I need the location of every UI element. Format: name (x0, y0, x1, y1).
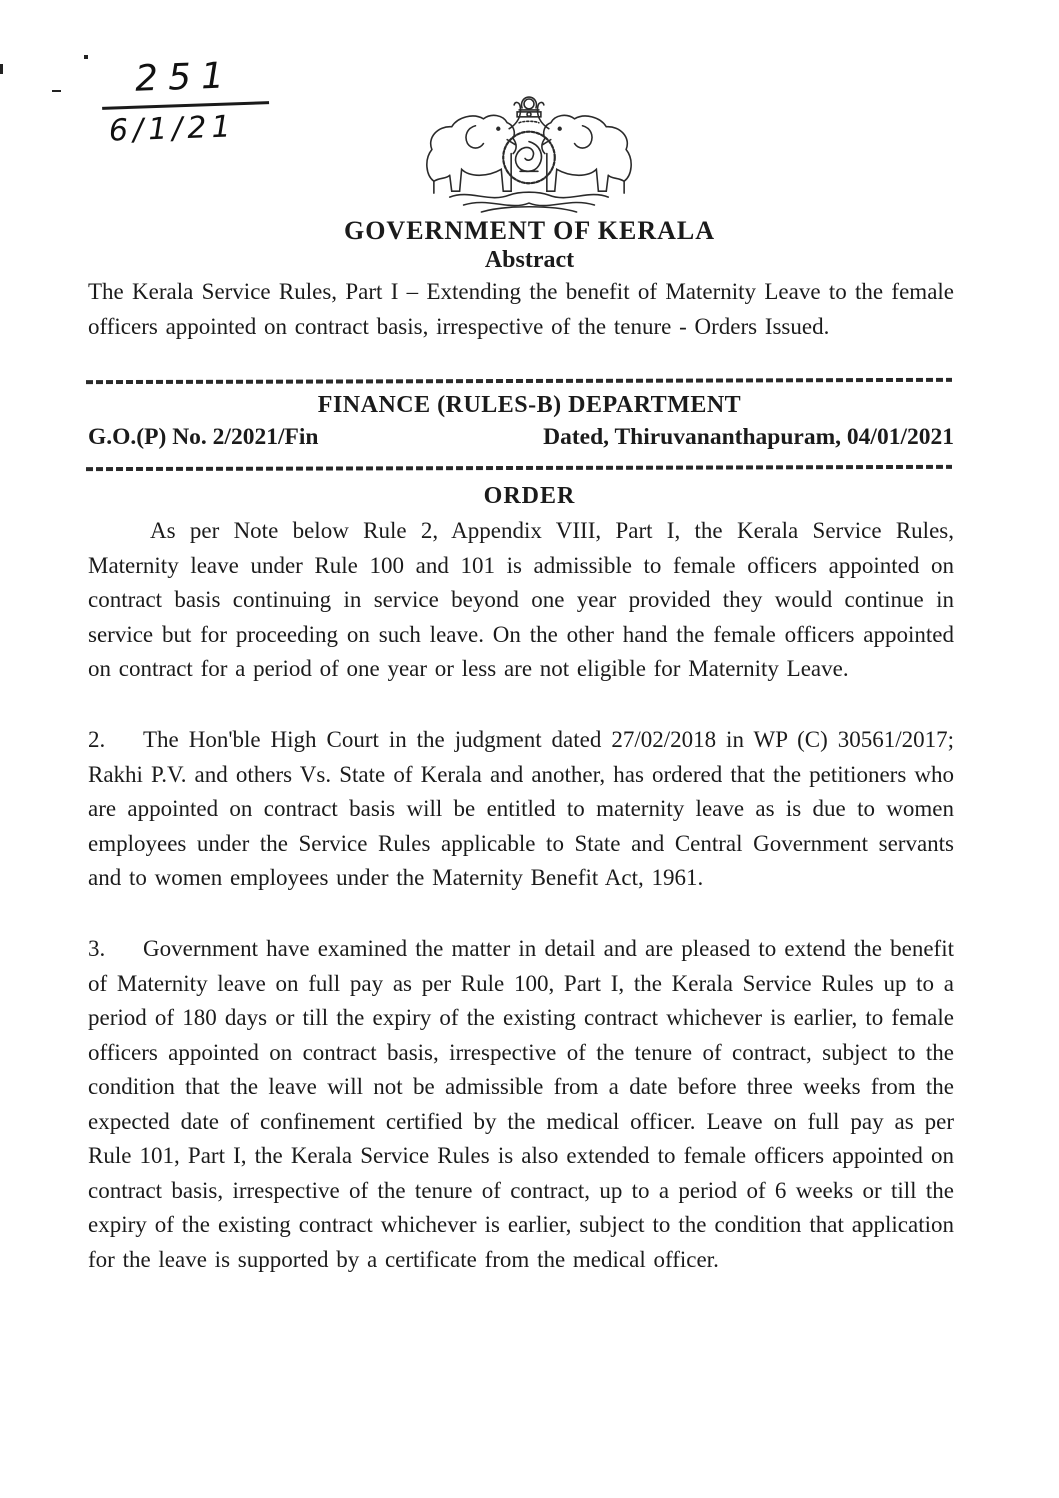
order-paragraph-1: As per Note below Rule 2, Appendix VIII, Part I, the Kerala Service Rules, Maternity leave under Rule 100 and 101 is admissible to female officers appointed on contract basis continuing in service beyond one year provided they would continue in service but for proceeding on such leave. On the other hand the female officers appointed on contract for a period of one year or less are not eligible for Maternity Leave. (88, 518, 954, 681)
page-title: GOVERNMENT OF KERALA (343, 216, 716, 245)
handwritten-number: 251 (100, 55, 268, 110)
order-heading: ORDER (483, 483, 576, 509)
dated-place: Dated, Thiruvananthapuram, 04/01/2021 (543, 424, 954, 450)
elephant-icon (537, 102, 631, 193)
scan-speck (0, 64, 3, 74)
foliage-base-icon (450, 192, 609, 212)
paragraph-number: 3. (88, 936, 106, 961)
scan-speck (84, 55, 88, 59)
order-reference-line (88, 424, 954, 451)
abstract-heading: Abstract (484, 247, 575, 273)
paragraph-text: The Hon'ble High Court in the judgment dated 27/02/2018 in WP (C) 30561/2017; Rakhi P.V. and others Vs. State of Kerala and another, has ordered that the petitioners who are appointed on contract basis will be entitled to maternity leave as is due to women employees under the Service Rules applicable to State and Central Government servants and to women employees under the Maternity Benefit Act, 1961. (88, 727, 954, 890)
department-heading: FINANCE (RULES-B) DEPARTMENT (317, 392, 742, 418)
dashed-divider (86, 465, 952, 471)
kerala-state-emblem-icon (420, 92, 638, 216)
handwritten-docket (100, 55, 270, 150)
order-paragraph-3 (88, 932, 954, 1277)
handwritten-date: 6/1/21 (108, 109, 237, 149)
abstract-text: The Kerala Service Rules, Part I – Extending the benefit of Maternity Leave to the female officers appointed on contract basis, irrespective of the tenure - Orders Issued. (88, 279, 954, 339)
scan-speck (52, 90, 61, 92)
paragraph-text: Government have examined the matter in detail and are pleased to extend the benefit of Maternity leave on full pay as per Rule 100, Part I, the Kerala Service Rules up to a period of 180 days or till the expiry of the existing contract whichever is earlier, to female officers appointed on contract basis, irrespective of the tenure of contract, subject to the condition that the leave will not be admissible from a date before three weeks from the expected date of confinement certified by the medical officer. Leave on full pay as per Rule 101, Part I, the Kerala Service Rules is also extended to female officers appointed on contract basis, irrespective of the tenure of contract, up to a period of 6 weeks or till the expiry of the existing contract whichever is earlier, subject to the condition that application for the leave is supported by a certificate from the medical officer. (88, 936, 954, 1272)
dashed-divider (86, 378, 952, 384)
go-number: G.O.(P) No. 2/2021/Fin (88, 424, 319, 450)
elephant-icon (427, 102, 521, 193)
paragraph-number: 2. (88, 727, 106, 752)
order-paragraph-2 (88, 723, 954, 896)
